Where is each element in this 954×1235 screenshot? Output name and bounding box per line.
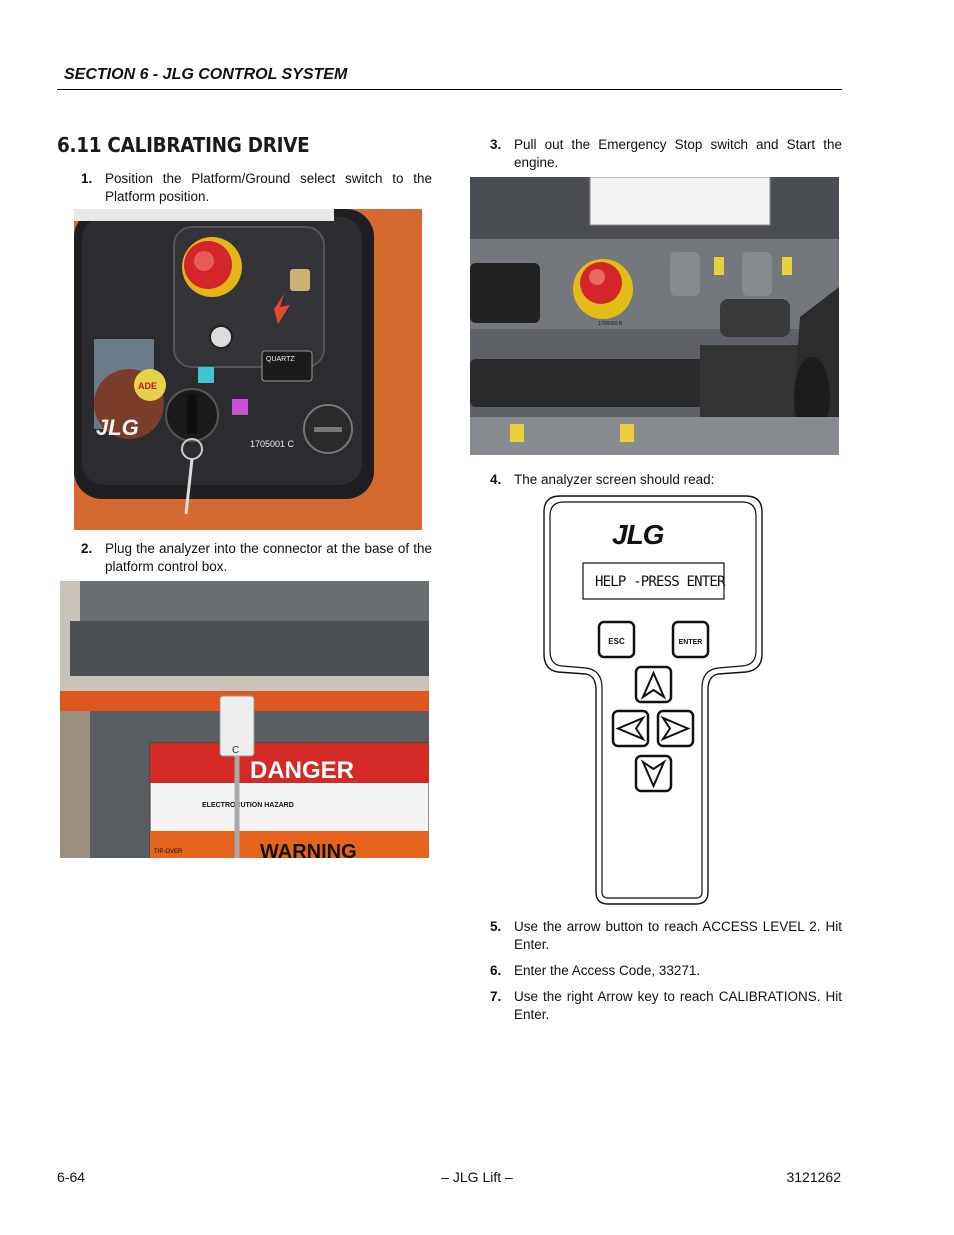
- analyzer-screen-text: HELP -PRESS ENTER: [595, 574, 725, 590]
- tipover-label: TIP-OVER: [154, 849, 183, 855]
- step-text: Pull out the Emergency Stop switch and Start the engine.: [514, 137, 842, 170]
- step-3: [490, 136, 842, 171]
- step-text: Plug the analyzer into the connector at the base of the platform control box.: [105, 541, 432, 574]
- step-number: 6.: [490, 963, 502, 978]
- quartz-label: QUARTZ: [266, 356, 295, 363]
- step-6: [490, 962, 842, 980]
- page-number: 6-64: [57, 1169, 86, 1185]
- step-4: [490, 471, 842, 489]
- step-text: The analyzer screen should read:: [514, 472, 715, 487]
- ade-badge: ADE: [138, 381, 158, 391]
- platform-control-photo: [74, 209, 422, 530]
- section-header: SECTION 6 - JLG CONTROL SYSTEM: [64, 66, 348, 83]
- step-number: 7.: [490, 989, 502, 1004]
- esc-label: ESC: [608, 637, 625, 646]
- step-text: Use the right Arrow key to reach CALIBRATIONS. Hit Enter.: [514, 989, 842, 1022]
- step-number: 2.: [81, 541, 93, 556]
- step-text: Position the Platform/Ground select switch to the Platform position.: [105, 171, 432, 204]
- hazard-label: ELECTROCUTION HAZARD: [202, 802, 294, 809]
- step-number: 1.: [81, 171, 93, 186]
- footer-center: – JLG Lift –: [441, 1169, 513, 1185]
- step-text: Use the arrow button to reach ACCESS LEVEL 2. Hit Enter.: [514, 919, 842, 952]
- danger-label: DANGER: [250, 757, 355, 784]
- analyzer-diagram: [542, 494, 766, 913]
- step-number: 3.: [490, 137, 502, 152]
- down-arrow-button[interactable]: [636, 756, 671, 791]
- step-number: 4.: [490, 472, 502, 487]
- label-code: 1706080 B: [598, 321, 623, 327]
- header-rule: [57, 89, 842, 90]
- left-arrow-button[interactable]: [613, 711, 648, 746]
- warning-label: WARNING: [260, 841, 357, 858]
- enter-button[interactable]: [673, 622, 708, 657]
- plug-label: C: [232, 745, 240, 756]
- step-text: Enter the Access Code, 33271.: [514, 963, 701, 978]
- analyzer-connector-photo: [60, 581, 429, 858]
- emergency-stop-photo: [470, 177, 839, 455]
- emergency-stop-illustration: [470, 177, 839, 455]
- step-1: [81, 170, 432, 205]
- step-7: [490, 988, 842, 1023]
- platform-control-illustration: [74, 209, 422, 530]
- analyzer-outline: [542, 494, 766, 908]
- step-number: 5.: [490, 919, 502, 934]
- section-title: 6.11 CALIBRATING DRIVE: [57, 133, 310, 157]
- jlg-logo: JLG: [96, 415, 139, 440]
- esc-button[interactable]: [599, 622, 634, 657]
- step-5: [490, 918, 842, 953]
- doc-number: 3121262: [786, 1169, 841, 1185]
- up-arrow-button[interactable]: [636, 667, 671, 702]
- connector-illustration: [60, 581, 429, 858]
- step-2: [81, 540, 432, 575]
- right-arrow-button[interactable]: [658, 711, 693, 746]
- panel-part-number: 1705001 C: [250, 439, 295, 449]
- enter-label: ENTER: [678, 639, 703, 646]
- analyzer-logo: JLG: [612, 519, 664, 550]
